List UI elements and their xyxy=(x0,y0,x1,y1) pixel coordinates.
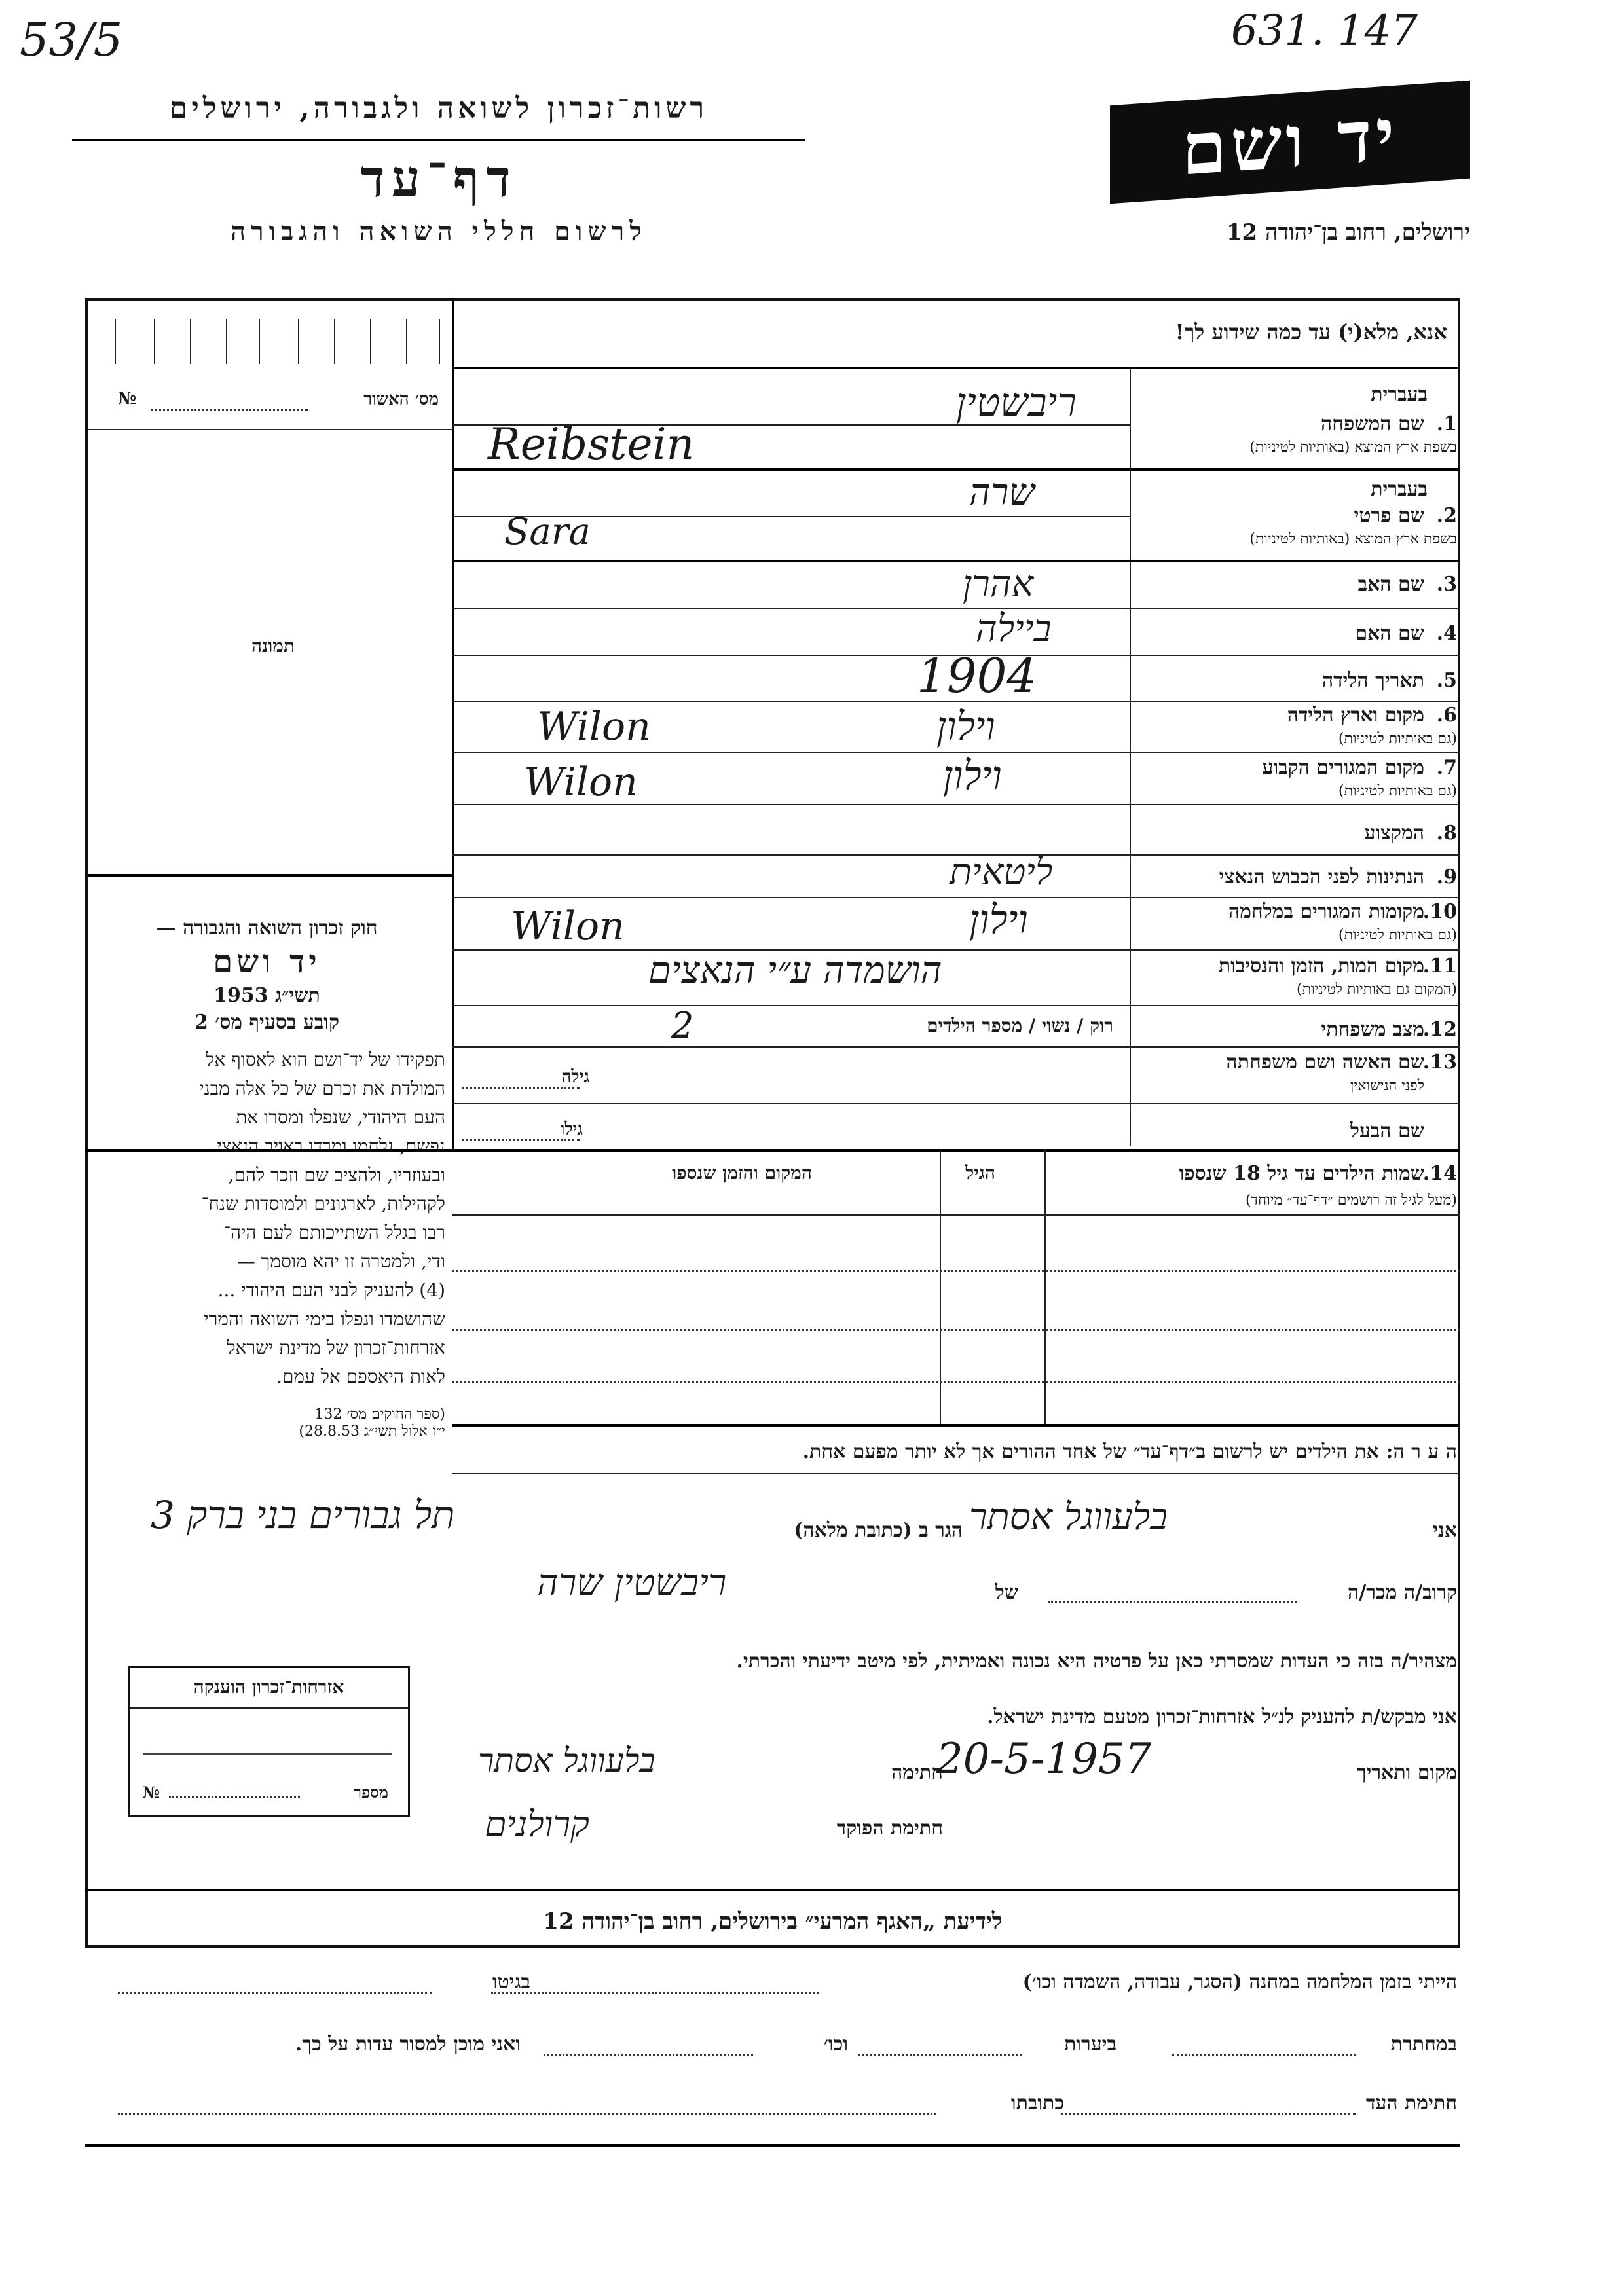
law-year: תשי״ג 1953 xyxy=(213,984,320,1007)
witness-name[interactable]: בלעווגל אסתר xyxy=(969,1496,1168,1539)
field-11-value[interactable]: הושמדה ע״י הנאצים xyxy=(648,949,942,992)
law-clause: קובע בסעיף מס׳ 2 xyxy=(194,1011,340,1034)
field-11-label: מקום המות, הזמן והנסיבות xyxy=(1218,955,1424,977)
field-12-label: מצב משפחתי xyxy=(1321,1018,1424,1041)
field-9-number: 9. xyxy=(1436,866,1457,888)
left-column-divider xyxy=(452,298,454,1149)
relative-of-value[interactable]: ריבשטין שרה xyxy=(537,1561,727,1604)
intro-rule xyxy=(452,367,1460,369)
law-line: לאות היאספם אל עמם. xyxy=(276,1366,445,1387)
children-row[interactable] xyxy=(452,1381,1460,1383)
law-line: שהושמדו ונפלו בימי השואה והמרי xyxy=(204,1308,445,1330)
field-5-label: תאריך הלידה xyxy=(1321,669,1424,692)
field-5-number: 5. xyxy=(1436,669,1457,692)
photo-label: תמונה xyxy=(251,635,295,657)
children-note: ה ע ר ה: את הילדים יש לרשום ב״דף־עד״ של אחד ההורים אך לא יותר מפעם אחת. xyxy=(802,1440,1457,1463)
relative-label: קרוב/ה מכר/ה xyxy=(1348,1581,1457,1604)
field-2-sub: בשפת ארץ המוצא (באותיות לטיניות) xyxy=(1249,531,1457,547)
field-6-number: 6. xyxy=(1436,704,1457,727)
field-3-value[interactable]: אהרן xyxy=(963,563,1034,606)
law-line: ודי, ולמטרה זו יהא מוסמך — xyxy=(236,1250,445,1272)
field-2-number: 2. xyxy=(1436,504,1457,527)
declaration-text: מצהיר/ה בזה כי העדות שמסרתי כאן על פרטיה היא נכונה ואמיתית, לפי מיטב ידיעתי והכרתי. xyxy=(736,1650,1457,1673)
field-1-number: 1. xyxy=(1436,412,1457,435)
law-line: רבו בגלל השתייכותם לעם היה־ xyxy=(223,1222,445,1243)
field-1-label: שם המשפחה xyxy=(1320,412,1424,435)
footer-forests-line[interactable] xyxy=(858,2054,1022,2056)
footer-title: לידיעת „האגף המרעי״ בירושלים, רחוב בן־יהודה 12 xyxy=(543,1908,1003,1935)
field-13-sub: לפני הנישואין xyxy=(1350,1078,1424,1094)
field-7-value-hebrew[interactable]: וילון xyxy=(943,753,1002,799)
relative-line[interactable] xyxy=(1048,1601,1297,1603)
field-10-value-hebrew[interactable]: וילון xyxy=(969,897,1028,943)
footer-forests-label: ביערות xyxy=(1063,2033,1116,2056)
law-title: חוק זכרון השואה והגבורה — xyxy=(156,917,378,939)
field-7-number: 7. xyxy=(1436,756,1457,779)
field-6-value-latin[interactable]: Wilon xyxy=(537,704,651,750)
footer-camp-line[interactable] xyxy=(491,1992,819,1994)
field-4-value[interactable]: ביילה xyxy=(976,608,1052,650)
footer-ghetto-label: בגיטו xyxy=(492,1971,530,1994)
label-column-divider xyxy=(1130,367,1131,1146)
witness-i-label: אני xyxy=(1433,1519,1457,1542)
field-9-value[interactable]: ליטאית xyxy=(950,851,1053,894)
archive-number-annotation: 53/5 xyxy=(20,13,123,67)
footer-underground-label: במחתרת xyxy=(1390,2033,1457,2056)
field-11-number: 11. xyxy=(1422,955,1457,977)
children-number: 14. xyxy=(1422,1162,1457,1185)
law-line: נפשם, נלחמו ומרדו באויב הנאצי xyxy=(217,1135,445,1157)
relative-of-label: של xyxy=(995,1581,1018,1604)
place-date-value[interactable]: 20-5-1957 xyxy=(936,1735,1152,1783)
footer-underground-line[interactable] xyxy=(1172,2054,1356,2056)
field-6-label: מקום וארץ הלידה xyxy=(1287,704,1424,727)
citizenship-number-label: מספר xyxy=(354,1783,388,1802)
witness-resides-label: הגר ב (כתובת מלאה) xyxy=(794,1519,963,1542)
field-13-age-label: גילה xyxy=(561,1067,589,1087)
field-10-number: 10. xyxy=(1422,900,1457,923)
approval-label: מס׳ האשור xyxy=(363,390,439,409)
field-12-number: 12. xyxy=(1422,1018,1457,1041)
institution-address: ירושלים, רחוב בן־יהודה 12 xyxy=(1226,219,1470,246)
field-7-value-latin[interactable]: Wilon xyxy=(524,759,638,805)
husband-age-label: גילו xyxy=(560,1120,583,1139)
citizenship-number-symbol: № xyxy=(143,1783,160,1802)
field-10-label: מקומות המגורים במלחמה xyxy=(1228,900,1424,923)
law-box xyxy=(88,917,445,1440)
footer-ghetto-line[interactable] xyxy=(118,1992,432,1994)
field-10-value-latin[interactable]: Wilon xyxy=(511,903,625,949)
field-1-hebrew-tag: בעברית xyxy=(1371,383,1428,406)
law-line: (4) להעניק לבני העם היהודי ... xyxy=(217,1279,445,1301)
children-sub: (מעל לגיל זה רושמים ״דף־עד״ מיוחד) xyxy=(1245,1192,1457,1209)
law-source: (ספר החוקים מס׳ 132 xyxy=(314,1406,445,1423)
footer-witness-signature-label: חתימת העד xyxy=(1365,2092,1457,2115)
footer-camp-label: הייתי בזמן המלחמה במחנה (הסגר, עבודה, השמדה וכו׳) xyxy=(1022,1971,1457,1994)
citizenship-box-title: אזרחות־זכרון הוענקה xyxy=(193,1676,344,1698)
law-line: תפקידו של יד־ושם הוא לאסוף אל xyxy=(206,1049,445,1070)
place-date-label: מקום ותאריך xyxy=(1356,1761,1457,1784)
field-2-value-hebrew[interactable]: שרה xyxy=(969,471,1035,514)
field-6-sub: (גם באותיות לטיניות) xyxy=(1338,731,1457,747)
field-2-label: שם פרטי xyxy=(1354,504,1424,527)
field-4-number: 4. xyxy=(1436,622,1457,645)
field-8-number: 8. xyxy=(1436,822,1457,845)
header-rule xyxy=(72,139,805,141)
field-12-options: רוק / נשוי / מספר הילדים xyxy=(927,1015,1113,1036)
children-label: שמות הילדים עד גיל 18 שנספו xyxy=(1179,1162,1424,1185)
officer-signature-label: חתימת הפוקד xyxy=(836,1817,943,1840)
field-13-number: 13. xyxy=(1422,1051,1457,1074)
footer-testimony-text: ואני מוכן למסור עדות על כך. xyxy=(295,2033,521,2056)
field-6-value-hebrew[interactable]: וילון xyxy=(936,704,995,750)
field-13-label: שם האשה ושם משפחתה xyxy=(1226,1051,1424,1074)
signature-label: חתימה xyxy=(891,1761,943,1784)
law-line: המולדת את זכרם של כל אלה מבני xyxy=(199,1078,445,1099)
file-number-annotation: 631. 147 xyxy=(1231,7,1418,55)
field-4-label: שם האם xyxy=(1355,622,1424,645)
citizenship-number-line[interactable] xyxy=(169,1796,300,1798)
field-8-label: המקצוע xyxy=(1364,822,1424,845)
field-10-sub: (גם באותיות לטיניות) xyxy=(1338,927,1457,943)
field-1-value-hebrew[interactable]: ריבשטין xyxy=(956,380,1077,426)
field-3-number: 3. xyxy=(1436,573,1457,596)
photo-rule xyxy=(88,874,452,877)
logo-text: יד ושם xyxy=(1181,92,1399,192)
husband-age-line[interactable] xyxy=(462,1139,580,1141)
field-9-label: הנתינות לפני הכבוש הנאצי xyxy=(1219,866,1424,888)
request-text: אני מבקש/ת להעניק לנ״ל אזרחות־זכרון מטעם מדינת ישראל. xyxy=(987,1705,1457,1728)
citizenship-box xyxy=(128,1666,410,1817)
field-7-sub: (גם באותיות לטיניות) xyxy=(1338,783,1457,799)
approval-number-line[interactable] xyxy=(151,409,308,411)
children-col-place: המקום והזמן שנספו xyxy=(672,1162,812,1184)
field-1-sub: בשפת ארץ המוצא (באותיות לטיניות) xyxy=(1249,439,1457,456)
field-5-value[interactable]: 1904 xyxy=(917,648,1037,703)
witness-address[interactable]: תל גבורים בני ברק 3 xyxy=(151,1493,455,1537)
children-row[interactable] xyxy=(452,1270,1460,1272)
law-line: לקהילות, לארגונים ולמוסדות שנח־ xyxy=(201,1193,445,1214)
children-col-age: הגיל xyxy=(965,1162,995,1184)
field-3-label: שם האב xyxy=(1357,573,1424,596)
field-13-age-line[interactable] xyxy=(462,1087,580,1089)
law-line: העם היהודי, שנפלו ומסרו את xyxy=(236,1106,445,1128)
approval-number-symbol: № xyxy=(118,389,137,409)
law-name: יד ושם xyxy=(213,943,321,980)
footer-etc-line[interactable] xyxy=(544,2054,753,2056)
law-line: אזרחות־זכרון של מדינת ישראל xyxy=(227,1337,445,1358)
field-11-sub: (המקום גם באותיות לטיניות) xyxy=(1297,981,1457,998)
approval-rule xyxy=(88,429,452,430)
children-row[interactable] xyxy=(452,1329,1460,1331)
footer-witness-signature-line[interactable] xyxy=(1061,2113,1356,2115)
law-text xyxy=(88,1046,445,1391)
law-line: ובעוזריו, ולהציב שם וזכר להם, xyxy=(228,1164,445,1186)
signature-value[interactable]: בלעווגל אסתר xyxy=(478,1741,655,1779)
yad-vashem-logo xyxy=(1110,81,1470,204)
field-2-value-latin[interactable]: Sara xyxy=(504,511,591,553)
form-bottom-rule xyxy=(85,2144,1460,2147)
form-intro: אנא, מלא(י) עד כמה שידוע לך! xyxy=(1175,319,1447,344)
document-subtitle: לרשום חללי השואה והגבורה xyxy=(230,216,648,247)
footer-address-label: כתובתו xyxy=(1010,2092,1064,2115)
field-12-children-count[interactable]: 2 xyxy=(671,1005,694,1046)
law-source-date: י״ז אלול תשי״ג 28.8.53) xyxy=(299,1423,445,1440)
field-1-value-latin[interactable]: Reibstein xyxy=(488,419,695,469)
document-title: דף־עד xyxy=(360,149,517,209)
field-7-label: מקום המגורים הקבוע xyxy=(1262,756,1424,779)
field-2-hebrew-tag: בעברית xyxy=(1371,478,1428,501)
footer-address-line[interactable] xyxy=(118,2113,936,2115)
officer-signature-value[interactable]: קרולנים xyxy=(485,1804,589,1845)
registry-ticks xyxy=(88,319,445,364)
footer-etc-label: וכו׳ xyxy=(824,2033,848,2056)
husband-label: שם הבעל xyxy=(1350,1120,1424,1142)
institution-name: רשות־זכרון לשואה ולגבורה, ירושלים xyxy=(169,92,709,125)
